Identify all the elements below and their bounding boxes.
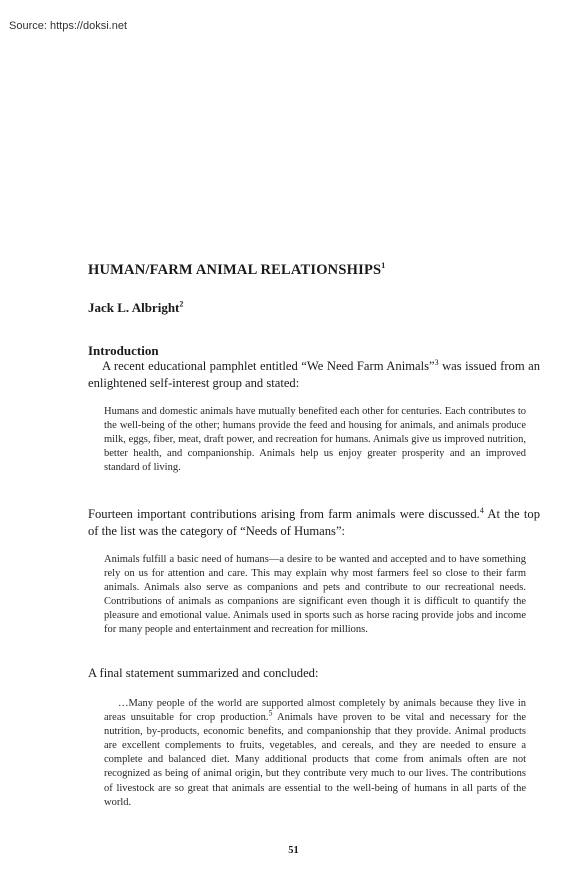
- page-title: [88, 262, 385, 279]
- block-quote-3: [104, 697, 526, 810]
- section-heading: Introduction: [88, 343, 159, 358]
- paragraph-2-text-a: Fourteen important contributions arising from farm animals were discussed.: [88, 507, 480, 521]
- source-label: Source: https://doksi.net: [9, 20, 128, 32]
- paragraph-1: [88, 358, 540, 392]
- author-footnote-marker: 2: [179, 299, 184, 309]
- block-quote-3-text-b: Animals have proven to be vital and necessary for the nutrition, by-products, economic benefits, and companionship that they provide. Animal products are excellent complements to fruits, vegetables, and cereals, and they are needed to ensure a complete and balanced diet. Many additional products that come from animals often are not recognized as being of animal origin, but they contribute very much to our lives. The contributions of livestock are so great that animals are essential to the well-being of humans in all parts of the world.: [104, 712, 526, 808]
- author-name: [88, 300, 183, 316]
- block-quote-1: Humans and domestic animals have mutually benefited each other for centuries. Each contributes to the well-being of the other; humans provide the feed and housing for animals, and animals produce milk, eggs, fiber, meat, draft power, and recreation for humans. Animals give us improved nutrition, better health, and companionship. Animals help us enjoy greater prosperity and an improved standard of living.: [104, 406, 526, 474]
- footnote-marker-3: 3: [434, 357, 439, 367]
- title-footnote-marker: 1: [381, 261, 386, 271]
- block-quote-3-text-a: …Many people of the world are supported almost completely by animals because they live in areas unsuitable for crop production.: [104, 698, 526, 724]
- footnote-marker-5: 5: [268, 708, 273, 718]
- footnote-marker-4: 4: [479, 505, 484, 515]
- paragraph-3: A final statement summarized and concluded:: [88, 666, 319, 680]
- paragraph-2-text-b: At the top of the list was the category of “Needs of Humans”:: [88, 507, 540, 538]
- page-number: 51: [288, 845, 299, 856]
- paragraph-1-text-b: was issued from an enlightened self-interest group and stated:: [88, 359, 540, 390]
- author-text: Jack L. Albright: [88, 300, 180, 315]
- title-text: HUMAN/FARM ANIMAL RELATIONSHIPS: [88, 262, 382, 278]
- paragraph-1-text-a: A recent educational pamphlet entitled “We Need Farm Animals”: [102, 359, 435, 373]
- block-quote-2: Animals fulfill a basic need of humans—a desire to be wanted and accepted and to have something rely on us for attention and care. This may explain why most farmers feel so close to their farm animals. Animals also serve as companions and pets and contribute to our recreational needs. Contributions of animals as companions are significant even though it is difficult to quantify the pleasure and emotional value. Animals used in sports such as horse racing provide jobs and income for many people and entertainment and recreation for millions.: [104, 554, 526, 636]
- paragraph-2: [88, 506, 540, 540]
